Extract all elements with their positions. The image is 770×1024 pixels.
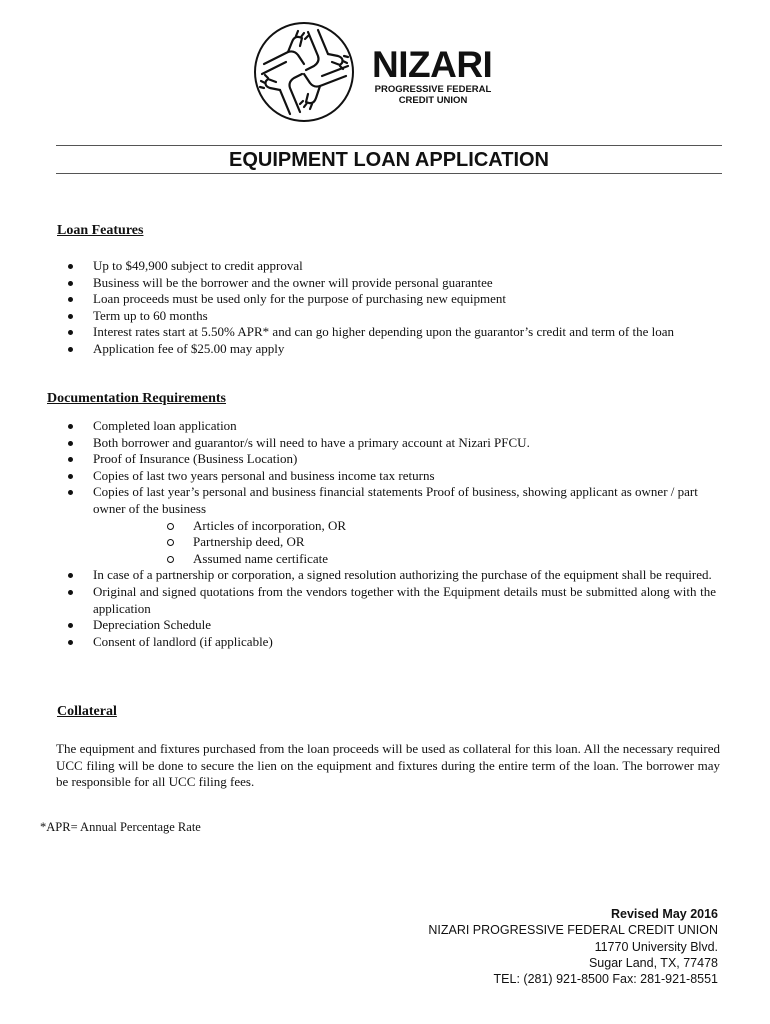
page-title: EQUIPMENT LOAN APPLICATION: [229, 149, 549, 171]
list-item: Original and signed quotations from the vendors together with the Equipment details must be submitted along with the application: [56, 584, 716, 617]
collateral-text: The equipment and fixtures purchased from the loan proceeds will be used as collateral for this loan. All the necessary required UCC filing will be done to secure the lien on the equipment and fixtures during the entire term of the loan. The borrower may be responsible for all UCC filing fees.: [56, 741, 720, 789]
list-item: Depreciation Schedule: [56, 617, 716, 634]
list-item: Up to $49,900 subject to credit approval: [56, 258, 696, 275]
sub-list-item: Partnership deed, OR: [56, 534, 716, 551]
footer-address-line: 11770 University Blvd.: [594, 939, 718, 954]
loan-features-list: [56, 258, 696, 358]
title-rule-top: [56, 145, 722, 146]
section-heading-collateral: Collateral: [57, 704, 117, 719]
documentation-list: [56, 418, 716, 650]
list-item: Both borrower and guarantor/s will need to have a primary account at Nizari PFCU.: [56, 435, 716, 452]
footer-address-line: Sugar Land, TX, 77478: [588, 955, 718, 970]
list-item: Term up to 60 months: [56, 308, 696, 325]
sub-list-item: Assumed name certificate: [56, 551, 716, 568]
footer-contact: TEL: (281) 921-8500 Fax: 281-921-8551: [493, 972, 718, 987]
section-heading-documentation: Documentation Requirements: [47, 391, 227, 406]
apr-footnote: *APR= Annual Percentage Rate: [40, 820, 201, 834]
sub-list-item: Articles of incorporation, OR: [56, 518, 716, 535]
list-item: Business will be the borrower and the owner will provide personal guarantee: [56, 275, 696, 292]
logo-subtitle-line: CREDIT UNION: [398, 95, 468, 106]
list-item: Application fee of $25.00 may apply: [56, 341, 696, 358]
list-item: Interest rates start at 5.50% APR* and can go higher depending upon the guarantor’s credit and term of the loan: [56, 324, 696, 341]
title-rule-bottom: [56, 173, 722, 174]
list-item: Consent of landlord (if applicable): [56, 634, 716, 651]
revision-date: Revised May 2016: [610, 907, 718, 921]
section-heading-loan-features: Loan Features: [57, 223, 144, 238]
list-item: Copies of last two years personal and business income tax returns: [56, 468, 716, 485]
list-item: Proof of Insurance (Business Location): [56, 451, 716, 468]
list-item: Loan proceeds must be used only for the purpose of purchasing new equipment: [56, 291, 696, 308]
footer-org: NIZARI PROGRESSIVE FEDERAL CREDIT UNION: [428, 923, 718, 938]
logo-name: NIZARI: [372, 44, 493, 85]
footer-address: [428, 906, 718, 987]
credit-union-logo: [254, 22, 504, 124]
list-item: Copies of last year’s personal and business financial statements Proof of business, showing applicant as owner / part owner of the business: [56, 484, 716, 517]
logo-subtitle: [370, 84, 496, 106]
interlocking-hands-icon: [254, 22, 354, 122]
logo-subtitle-line: PROGRESSIVE FEDERAL: [374, 84, 492, 95]
list-item: In case of a partnership or corporation, a signed resolution authorizing the purchase of the equipment shall be required.: [56, 567, 716, 584]
list-item: Completed loan application: [56, 418, 716, 435]
